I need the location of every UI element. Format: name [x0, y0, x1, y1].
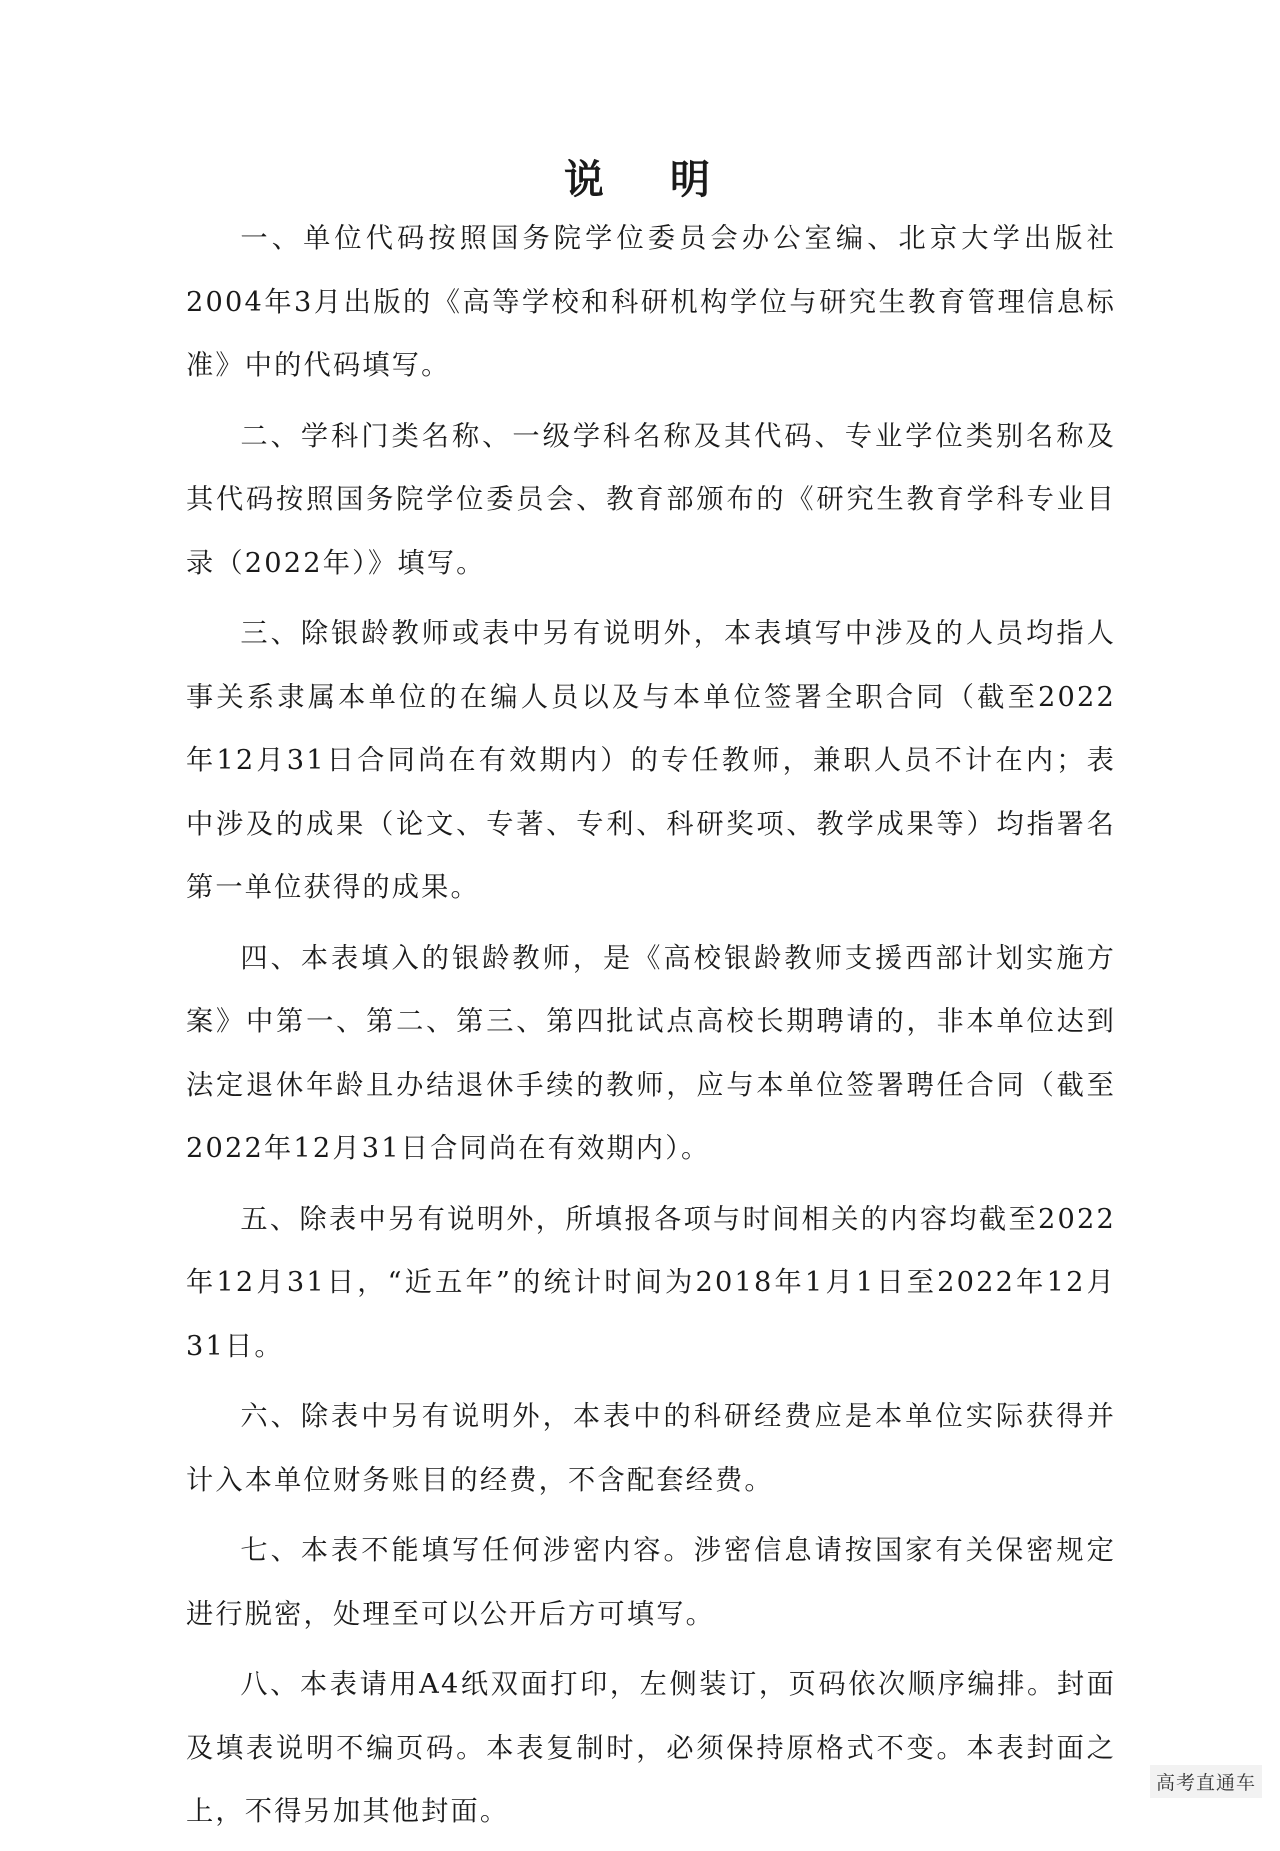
instruction-paragraph-4: 四、本表填入的银龄教师，是《高校银龄教师支援西部计划实施方案》中第一、第二、第三、第四批试点高校长期聘请的，非本单位达到法定退休年龄且办结退休手续的教师，应与本单位签署聘任合同（截至2022年12月31日合同尚在有效期内）。 [186, 942, 1116, 1164]
instruction-paragraph-8: 八、本表请用A4纸双面打印，左侧装订，页码依次顺序编排。封面及填表说明不编页码。本表复制时，必须保持原格式不变。本表封面之上，不得另加其他封面。 [186, 1669, 1116, 1827]
instruction-paragraph-1: 一、单位代码按照国务院学位委员会办公室编、北京大学出版社2004年3月出版的《高等学校和科研机构学位与研究生教育管理信息标准》中的代码填写。 [186, 223, 1116, 381]
instruction-paragraph-2: 二、学科门类名称、一级学科名称及其代码、专业学位类别名称及其代码按照国务院学位委员会、教育部颁布的《研究生教育学科专业目录（2022年）》填写。 [186, 420, 1116, 579]
instruction-paragraph-6: 六、除表中另有说明外，本表中的科研经费应是本单位实际获得并计入本单位财务账目的经费，不含配套经费。 [186, 1401, 1116, 1496]
page-title: 说 明 [564, 157, 736, 203]
instructions-body [186, 207, 1116, 1851]
instruction-paragraph-7: 七、本表不能填写任何涉密内容。涉密信息请按国家有关保密规定进行脱密，处理至可以公开后方可填写。 [186, 1535, 1116, 1630]
watermark-label: 高考直通车 [1150, 1765, 1262, 1798]
instruction-paragraph-3: 三、除银龄教师或表中另有说明外，本表填写中涉及的人员均指人事关系隶属本单位的在编人员以及与本单位签署全职合同（截至2022年12月31日合同尚在有效期内）的专任教师，兼职人员不计在内；表中涉及的成果（论文、专著、专利、科研奖项、教学成果等）均指署名第一单位获得的成果。 [186, 618, 1116, 903]
instruction-paragraph-5: 五、除表中另有说明外，所填报各项与时间相关的内容均截至2022年12月31日，“近五年”的统计时间为2018年1月1日至2022年12月31日。 [186, 1203, 1116, 1362]
